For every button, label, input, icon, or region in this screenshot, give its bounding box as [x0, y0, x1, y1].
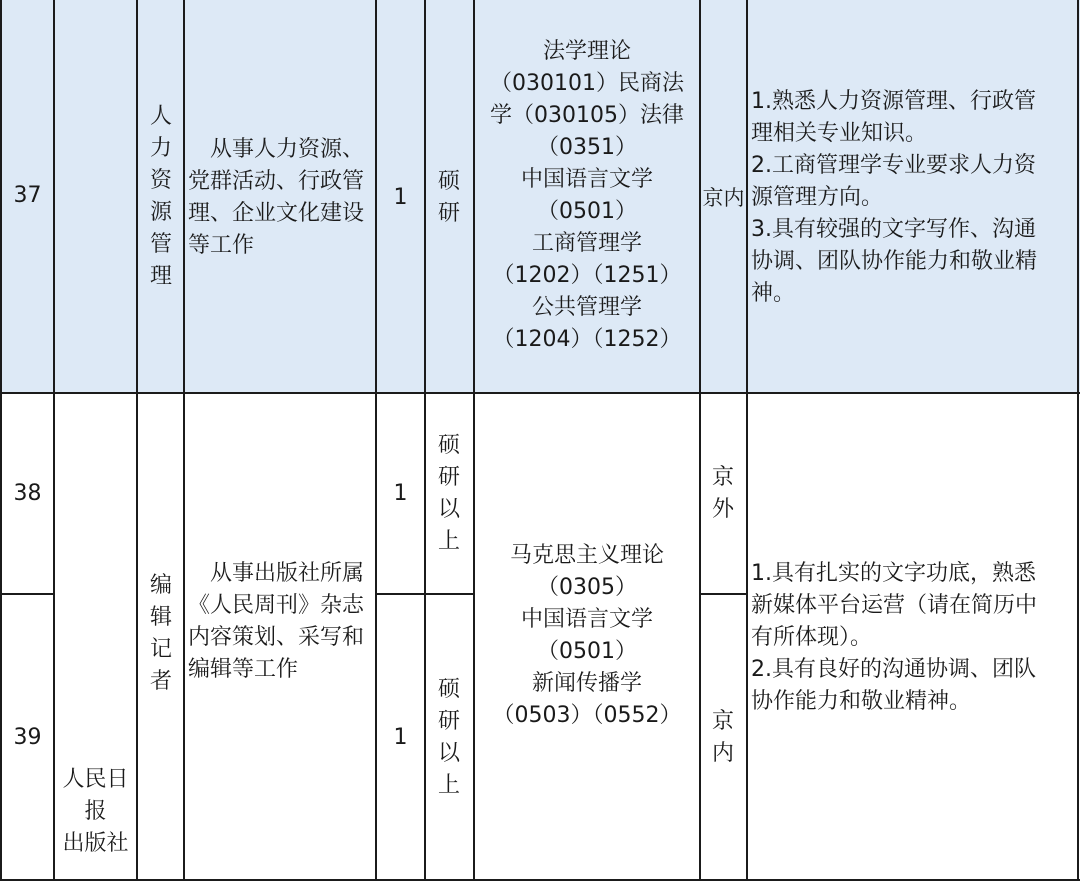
location: 京内 [711, 709, 734, 766]
grid-line [1077, 0, 1079, 881]
grid-line [53, 0, 55, 881]
grid-line [375, 593, 475, 595]
grid-line [424, 0, 426, 881]
hire-count: 1 [393, 725, 408, 750]
degree-requirement: 硕研以上 [437, 433, 460, 554]
hire-count: 1 [393, 185, 408, 210]
majors-list: 法学理论 （030101）民商法 学（030105）法律 （0351） 中国语言文学 （0501） 工商管理学 （1202）（1251） 公共管理学 （1204）（1252） [490, 39, 684, 352]
row-number: 37 [13, 183, 42, 208]
unit-name: 人民日 报 出版社 [62, 767, 129, 856]
grid-line [0, 392, 1080, 394]
grid-line [699, 0, 701, 881]
grid-line [0, 593, 55, 595]
location: 京外 [711, 465, 734, 522]
row-number: 38 [13, 481, 42, 506]
grid-line [746, 0, 748, 881]
duties-text: 从事人力资源、党群活动、行政管理、企业文化建设等工作 [188, 137, 365, 258]
grid-line [699, 593, 748, 595]
grid-line [183, 0, 185, 881]
grid-line [136, 0, 138, 881]
row-number: 39 [13, 725, 42, 750]
location: 京内 [702, 186, 745, 210]
requirements-text: 1.熟悉人力资源管理、行政管 理相关专业知识。 2.工商管理学专业要求人力资 源管理方向。 3.具有较强的文字写作、沟通 协调、团队协作能力和敬业精 神。 [751, 89, 1038, 306]
hire-count: 1 [393, 481, 408, 506]
degree-requirement: 硕研以上 [437, 677, 460, 798]
duties-text: 从事出版社所属《人民周刊》杂志内容策划、采写和编辑等工作 [188, 561, 365, 682]
position-title: 人力资源管理 [149, 104, 172, 289]
position-title: 编辑记者 [149, 573, 172, 694]
degree-requirement: 硕研 [437, 169, 460, 226]
majors-list: 马克思主义理论 （0305） 中国语言文学 （0501） 新闻传播学 （0503）（0552） [492, 543, 682, 728]
requirements-text: 1.具有扎实的文字功底，熟悉 新媒体平台运营（请在简历中 有所体现）。 2.具有良好的沟通协调、团队 协作能力和敬业精神。 [751, 561, 1038, 714]
